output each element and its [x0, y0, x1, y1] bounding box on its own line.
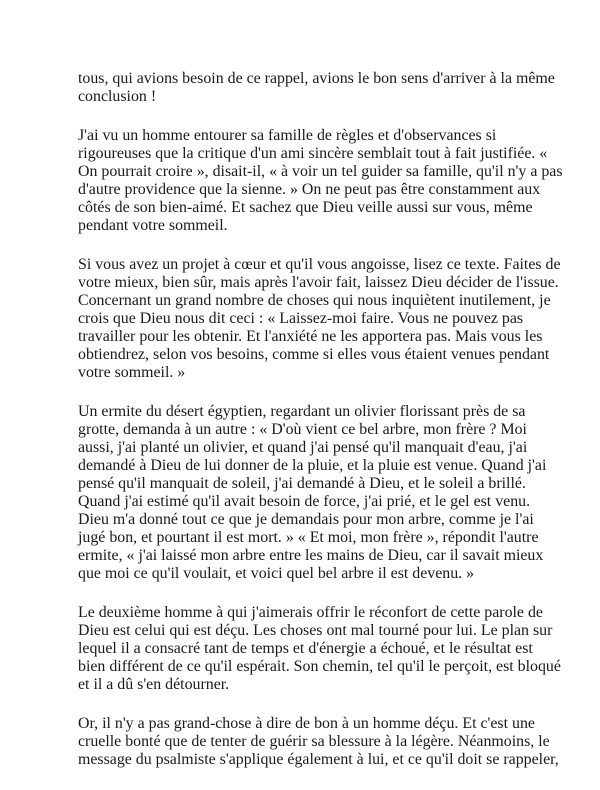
text-line: côtés de son bien-aimé. Et sachez que Dieu veille aussi sur vous, même	[78, 199, 533, 216]
text-line: votre sommeil. »	[78, 364, 186, 381]
paragraph-4	[78, 403, 548, 583]
paragraph-1	[78, 70, 555, 106]
text-line: obtiendrez, selon vos besoins, comme si elles vous étaient venues pendant	[78, 346, 550, 363]
text-line: travailler pour les obtenir. Et l'anxiété ne les apportera pas. Mais vous les	[78, 328, 543, 345]
text-line: ermite, « j'ai laissé mon arbre entre les mains de Dieu, car il savait mieux	[78, 547, 544, 564]
text-line: grotte, demanda à un autre : « D'où vient ce bel arbre, mon frère ? Moi	[78, 421, 527, 438]
text-line: On pourrait croire », disait-il, « à voir un tel guider sa famille, qu'il n'y a pas	[78, 163, 563, 180]
text-line: Dieu m'a donné tout ce que je demandais pour mon arbre, comme je l'ai	[78, 511, 534, 528]
text-line: cruelle bonté que de tenter de guérir sa blessure à la légère. Néanmoins, le	[78, 733, 550, 750]
paragraph-6	[78, 715, 559, 769]
text-line: d'autre providence que la sienne. » On ne peut pas être constamment aux	[78, 181, 541, 198]
text-line: J'ai vu un homme entourer sa famille de règles et d'observances si	[78, 127, 497, 144]
text-line: rigoureuses que la critique d'un ami sincère semblait tout à fait justifiée. «	[78, 145, 548, 162]
paragraph-3	[78, 256, 561, 382]
text-line: Dieu est celui qui est déçu. Les choses ont mal tourné pour lui. Le plan sur	[78, 622, 553, 639]
text-line: Concernant un grand nombre de choses qui nous inquiètent inutilement, je	[78, 292, 551, 309]
body-text	[78, 70, 563, 790]
text-line: conclusion !	[78, 88, 157, 105]
text-line: et il a dû s'en détourner.	[78, 676, 230, 693]
text-line: Un ermite du désert égyptien, regardant un olivier florissant près de sa	[78, 403, 526, 420]
text-line: tous, qui avions besoin de ce rappel, avions le bon sens d'arriver à la même	[78, 70, 555, 87]
text-line: Si vous avez un projet à cœur et qu'il vous angoisse, lisez ce texte. Faites de	[78, 256, 561, 273]
text-line: que moi ce qu'il voulait, et voici quel bel arbre il est devenu. »	[78, 565, 475, 582]
text-line: jugé bon, et pourtant il est mort. » « Et moi, mon frère », répondit l'autre	[78, 529, 539, 546]
text-line: bien différent de ce qu'il espérait. Son chemin, tel qu'il le perçoit, est bloqué	[78, 658, 561, 675]
text-line: Quand j'ai estimé qu'il avait besoin de force, j'ai prié, et le gel est venu.	[78, 493, 531, 510]
text-line: pendant votre sommeil.	[78, 217, 228, 234]
text-line: Or, il n'y a pas grand-chose à dire de bon à un homme déçu. Et c'est une	[78, 715, 535, 732]
paragraph-5	[78, 604, 561, 694]
text-line: aussi, j'ai planté un olivier, et quand j'ai pensé qu'il manquait d'eau, j'ai	[78, 439, 528, 456]
text-line: demandé à Dieu de lui donner de la pluie, et la pluie est venue. Quand j'ai	[78, 457, 547, 474]
paragraph-2	[78, 127, 563, 235]
text-line: lequel il a consacré tant de temps et d'énergie a échoué, et le résultat est	[78, 640, 533, 657]
text-line: Le deuxième homme à qui j'aimerais offrir le réconfort de cette parole de	[78, 604, 543, 621]
text-line: crois que Dieu nous dit ceci : « Laissez-moi faire. Vous ne pouvez pas	[78, 310, 524, 327]
text-line: message du psalmiste s'applique également à lui, et ce qu'il doit se rappeler,	[78, 751, 559, 768]
text-line: pensé qu'il manquait de soleil, j'ai demandé à Dieu, et le soleil a brillé.	[78, 475, 526, 492]
text-line: votre mieux, bien sûr, mais après l'avoir fait, laissez Dieu décider de l'issue.	[78, 274, 559, 291]
